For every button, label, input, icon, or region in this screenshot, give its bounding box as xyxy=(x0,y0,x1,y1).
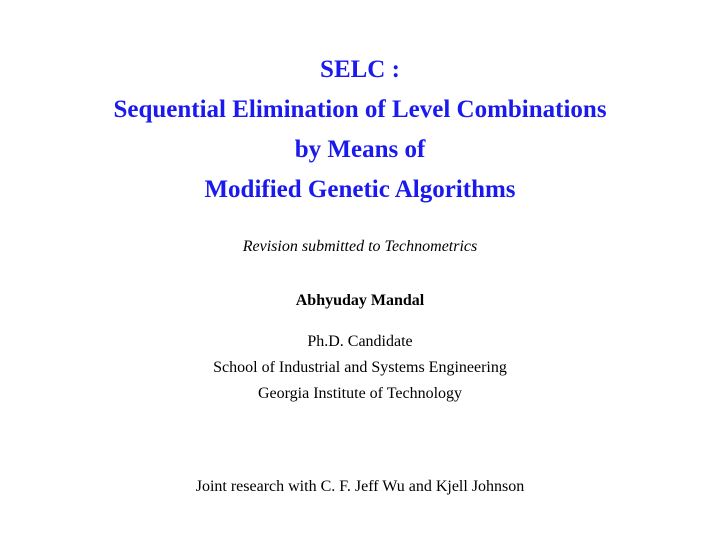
title-line-2: Sequential Elimination of Level Combinations xyxy=(113,96,607,123)
slide-title xyxy=(0,50,720,210)
joint-research-note: Joint research with C. F. Jeff Wu and Kjell Johnson xyxy=(195,478,525,495)
author-name: Abhyuday Mandal xyxy=(295,292,425,309)
title-line-1: SELC : xyxy=(320,56,400,83)
title-line-3: by Means of xyxy=(294,136,426,163)
submission-note: Revision submitted to Technometrics xyxy=(242,238,478,255)
author-affiliation xyxy=(0,329,720,407)
author-institution: Georgia Institute of Technology xyxy=(257,385,463,402)
title-line-4: Modified Genetic Algorithms xyxy=(204,176,516,203)
author-department: School of Industrial and Systems Engineering xyxy=(213,359,507,376)
author-position: Ph.D. Candidate xyxy=(307,333,413,350)
